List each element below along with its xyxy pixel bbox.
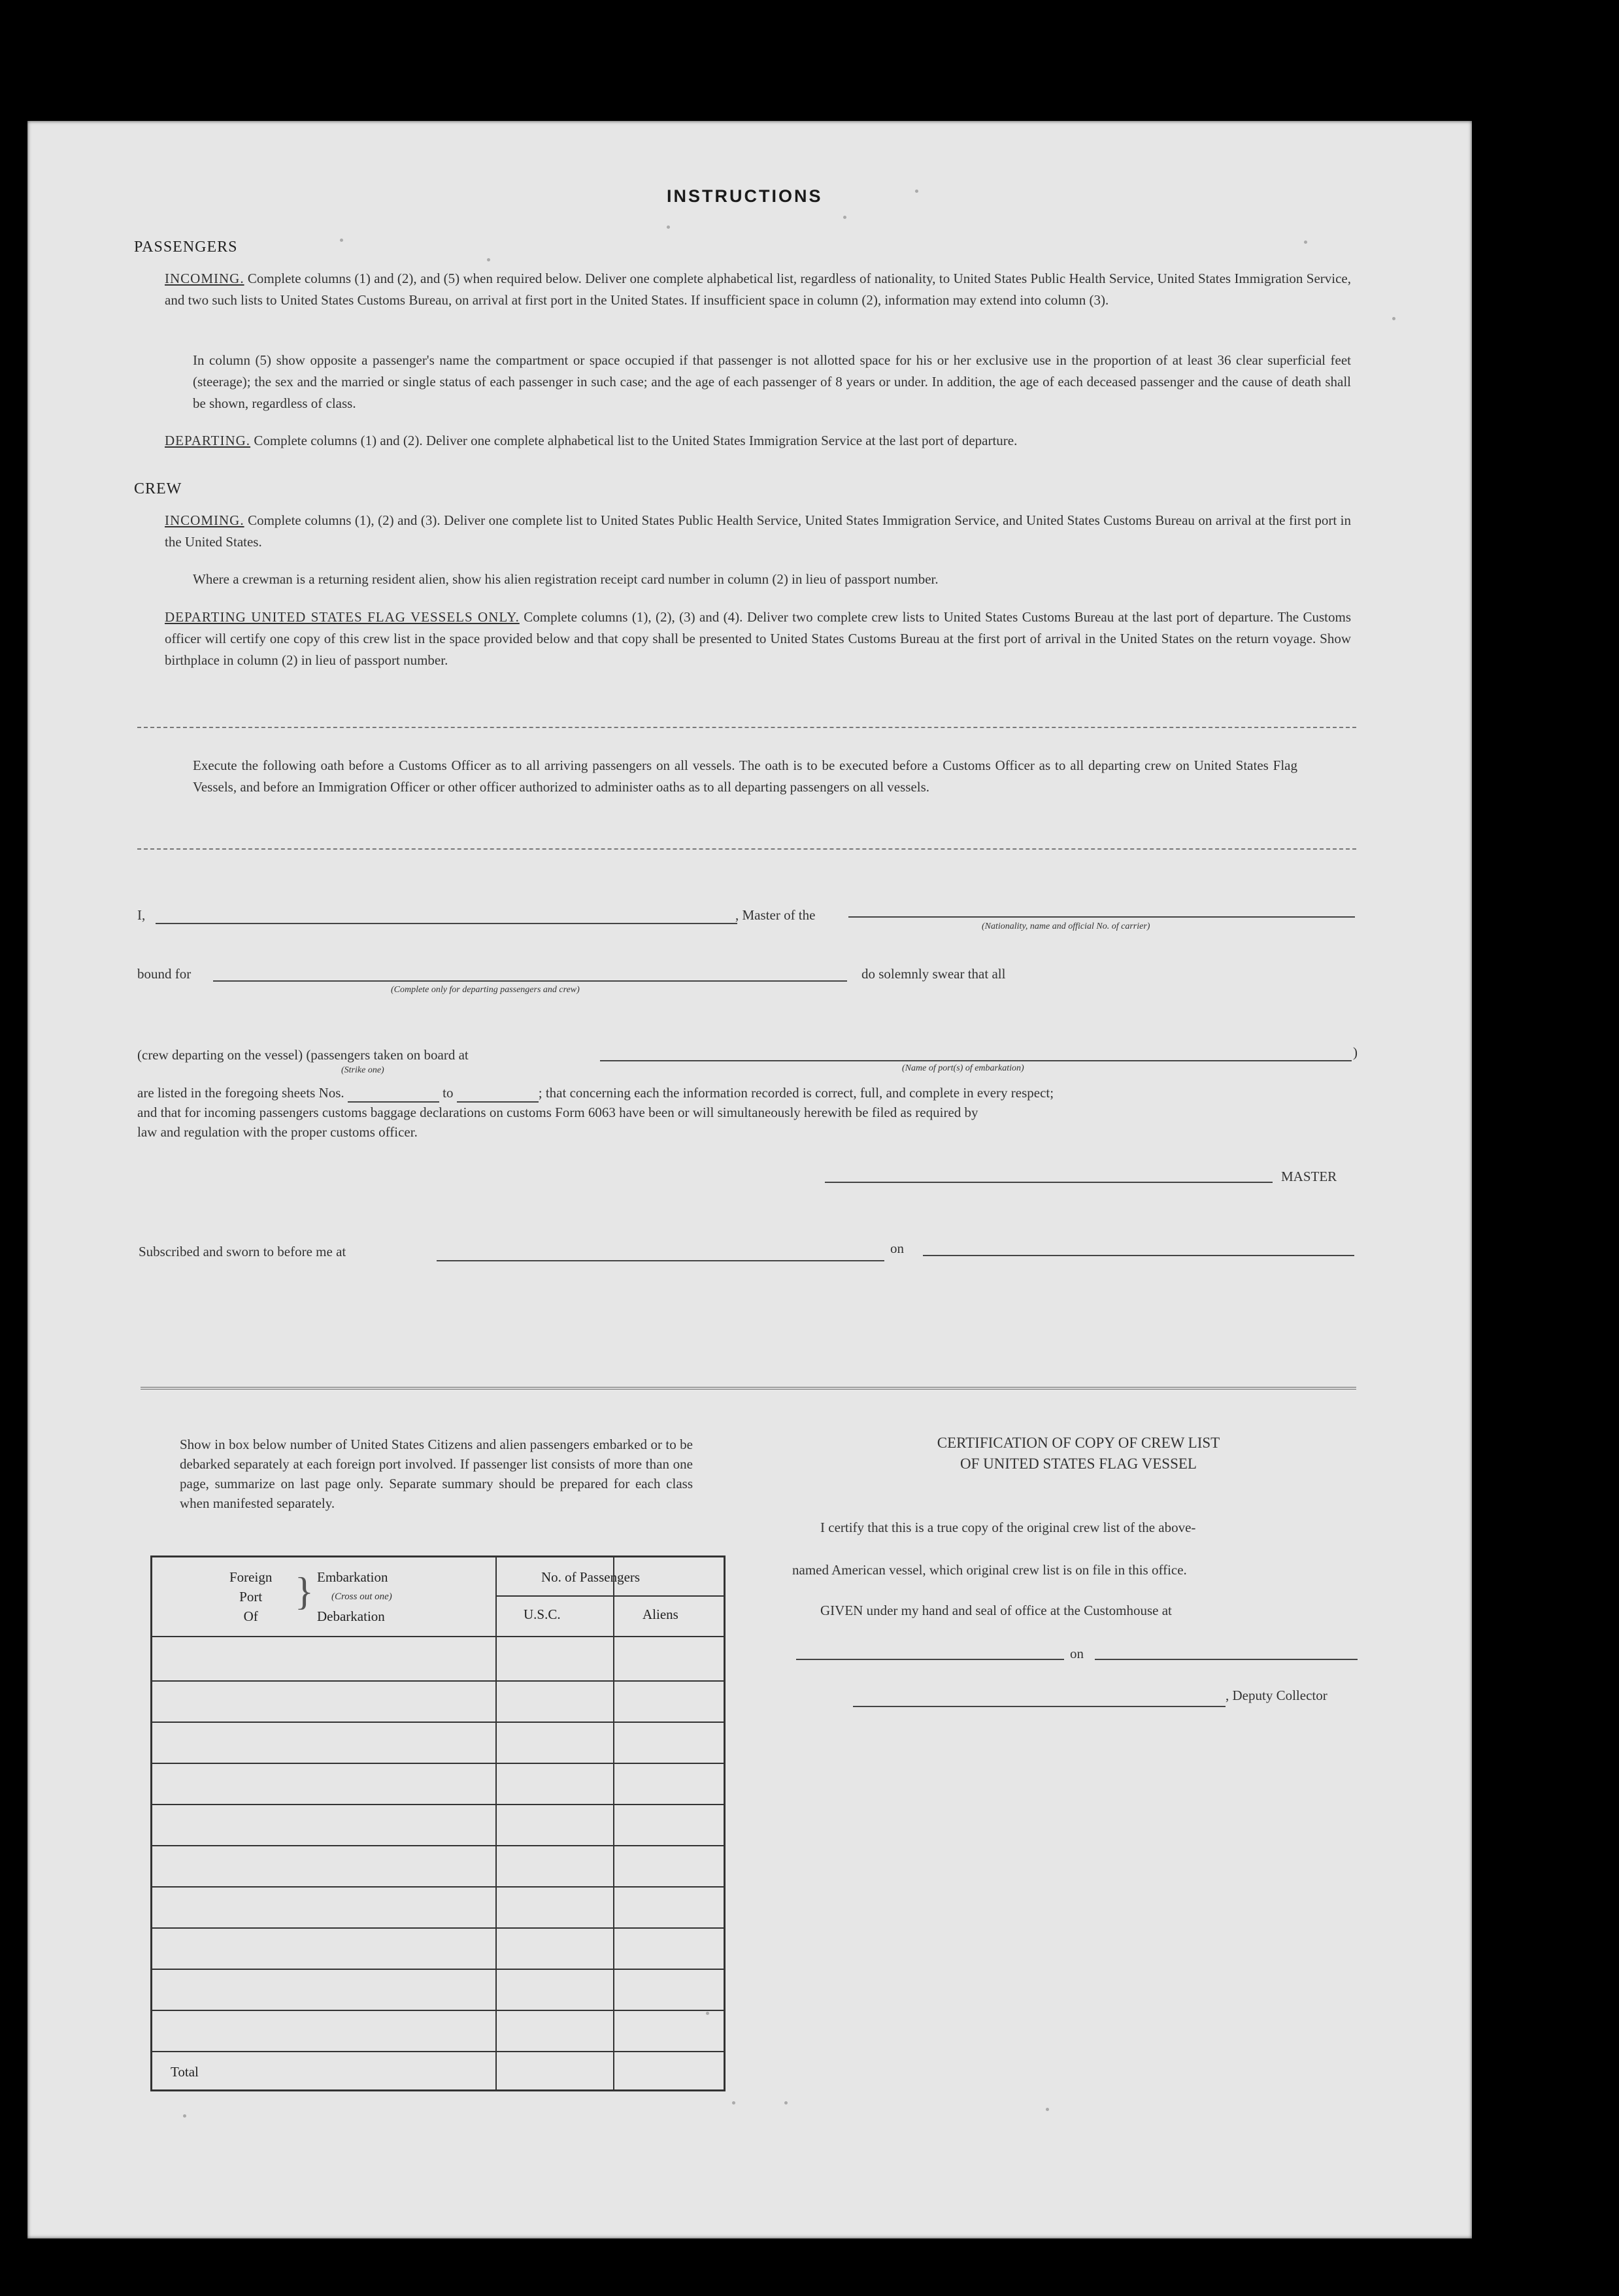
crew-incoming-lead: INCOMING. — [165, 512, 244, 528]
brace-icon: } — [295, 1570, 314, 1613]
table-row[interactable] — [152, 2051, 724, 2052]
scan-speck — [1046, 2108, 1049, 2111]
subscribed-date-field[interactable] — [923, 1255, 1354, 1256]
table-row[interactable] — [152, 1804, 724, 1805]
table-row[interactable] — [152, 1886, 724, 1888]
scan-speck — [915, 190, 918, 193]
divider-3 — [141, 1387, 1356, 1389]
certify-date-field[interactable] — [1095, 1659, 1358, 1660]
table-row[interactable] — [152, 1845, 724, 1846]
crew-departing-label: (crew departing on the vessel) (passengers taken on board at — [137, 1047, 469, 1063]
certification-title-1: CERTIFICATION OF COPY OF CREW LIST — [937, 1435, 1220, 1451]
divider-2 — [137, 848, 1356, 850]
passengers-heading: PASSENGERS — [134, 239, 238, 256]
crew-departing-text: Complete columns (1), (2), (3) and (4). Deliver two complete crew lists to United States Customs Bureau at the last port of departure. The Customs officer will certify one copy of this crew list in the space provided below and that copy shall be presented to United States Customs Bureau at the first port of arrival in the United States on the return voyage. Show birthplace in column (2) in lieu of passport number. — [165, 609, 1352, 668]
scan-speck — [706, 2012, 709, 2015]
passengers-incoming-lead: INCOMING. — [165, 271, 244, 286]
embarkation-label: Embarkation — [317, 1569, 388, 1585]
table-row[interactable] — [152, 1969, 724, 1970]
carrier-field[interactable] — [848, 916, 1355, 918]
scan-speck — [1392, 317, 1395, 320]
passengers-column5-note: In column (5) show opposite a passenger's name the compartment or space occupied if that passenger is not allotted space for his or her exclusive use in the proportion of at least 36 clear superficial feet (steerage); the sex and the married or single status of each passenger in such case; and the age of each passenger of 8 years or under. In addition, the age of each deceased passenger and the cause of death shall be shown, regardless of class. — [193, 352, 1351, 411]
crew-departing-lead: DEPARTING UNITED STATES FLAG VESSELS ONLY. — [165, 609, 520, 625]
table-row[interactable] — [152, 1680, 724, 1682]
embark-debark-header — [317, 1567, 392, 1626]
summary-text: Show in box below number of United States Citizens and alien passengers embarked or to be debarked separately at each foreign port involved. If passenger list consists of more than one page, summarize on last page only. Separate summary should be prepared for each class when manifested separately. — [180, 1437, 693, 1511]
master-name-field[interactable] — [156, 923, 737, 924]
of-label: Of — [243, 1608, 258, 1624]
crew-incoming-text: Complete columns (1), (2) and (3). Deliver one complete list to United States Public Health Service, United States Immigration Service, and United States Customs Bureau on arrival at the first port in the United States. — [165, 512, 1351, 550]
scan-speck — [667, 225, 670, 229]
port-note: (Name of port(s) of embarkation) — [902, 1063, 1024, 1073]
subscribed-label: Subscribed and sworn to before me at — [139, 1244, 346, 1259]
subscribed-place-field[interactable] — [437, 1260, 884, 1261]
oath-i-label: I, — [137, 907, 146, 923]
passengers-departing-lead: DEPARTING. — [165, 433, 251, 448]
listed-label-2: ; that concerning each the information recorded is correct, full, and complete in every respect; — [538, 1085, 1054, 1101]
instructions-title: INSTRUCTIONS — [667, 186, 823, 206]
certification-title-2: OF UNITED STATES FLAG VESSEL — [960, 1456, 1197, 1472]
passenger-summary-table — [150, 1556, 726, 2091]
sheet-to-field[interactable] — [457, 1085, 539, 1103]
certify-on-label: on — [1070, 1646, 1084, 1661]
header-split-line — [495, 1595, 724, 1597]
departing-note: (Complete only for departing passengers and crew) — [391, 985, 580, 995]
table-row[interactable] — [152, 2010, 724, 2011]
crew-incoming — [165, 510, 1351, 553]
strike-one-note: (Strike one) — [341, 1065, 384, 1075]
master-label: MASTER — [1281, 1169, 1337, 1184]
master-of-the-label: , Master of the — [735, 907, 816, 923]
table-row[interactable] — [152, 1927, 724, 1929]
scan-speck — [487, 258, 490, 261]
master-signature-field[interactable] — [825, 1182, 1273, 1183]
certify-line-3: GIVEN under my hand and seal of office at the Customhouse at — [820, 1603, 1172, 1618]
bound-for-field[interactable] — [213, 980, 847, 982]
scan-speck — [1304, 241, 1307, 244]
embarkation-port-field[interactable] — [600, 1060, 1352, 1061]
scan-speck — [732, 2101, 735, 2105]
listed-line-1 — [137, 1085, 1353, 1103]
scan-speck — [843, 216, 846, 219]
total-label: Total — [171, 2064, 199, 2080]
scan-speck — [183, 2114, 186, 2118]
carrier-note: (Nationality, name and official No. of carrier) — [982, 922, 1150, 931]
certify-place-field[interactable] — [796, 1659, 1064, 1660]
passengers-incoming — [165, 268, 1351, 311]
deputy-collector-label: , Deputy Collector — [1226, 1688, 1327, 1703]
to-label: to — [442, 1085, 454, 1101]
listed-label-1: are listed in the foregoing sheets Nos. — [137, 1085, 344, 1101]
foreign-port-of-header — [229, 1567, 272, 1626]
crew-alien-note: Where a crewman is a returning resident alien, show his alien registration receipt card number in column (2) in lieu of passport number. — [193, 571, 939, 587]
close-paren: ) — [1353, 1044, 1358, 1060]
certify-line-2: named American vessel, which original crew list is on file in this office. — [792, 1562, 1187, 1578]
sheet-from-field[interactable] — [348, 1085, 439, 1103]
certify-line-1: I certify that this is a true copy of the original crew list of the above- — [820, 1520, 1196, 1535]
scan-speck — [784, 2101, 788, 2105]
bound-for-label: bound for — [137, 966, 192, 982]
deputy-signature-field[interactable] — [853, 1706, 1226, 1707]
passengers-incoming-text: Complete columns (1) and (2), and (5) when required below. Deliver one complete alphabetical list, regardless of nationality, to United States Public Health Service, United States Immigration Service, and two such lists to United States Customs Bureau, on arrival at first port in the United States. If insufficient space in column (2), information may extend into column (3). — [165, 271, 1351, 308]
usc-header: U.S.C. — [524, 1606, 561, 1622]
crew-departing — [165, 607, 1351, 671]
foreign-label: Foreign — [229, 1569, 273, 1585]
subscribed-on-label: on — [890, 1240, 904, 1256]
debarkation-label: Debarkation — [317, 1608, 385, 1624]
passengers-departing-text: Complete columns (1) and (2). Deliver one complete alphabetical list to the United States Immigration Service at the last port of departure. — [254, 433, 1018, 448]
certification-title — [882, 1433, 1275, 1474]
scan-speck — [340, 239, 343, 242]
no-passengers-header: No. of Passengers — [541, 1569, 641, 1585]
table-row[interactable] — [152, 1763, 724, 1764]
oath-intro: Execute the following oath before a Customs Officer as to all arriving passengers on all vessels. The oath is to be executed before a Customs Officer as to all departing crew on United States Flag Vessels, and before an Immigration Officer or other officer authorized to administer oaths as to all departing passengers on all vessels. — [193, 757, 1297, 795]
passengers-departing — [165, 430, 1351, 452]
cross-out-note: (Cross out one) — [331, 1591, 392, 1602]
port-label: Port — [239, 1589, 263, 1605]
table-row[interactable] — [152, 1722, 724, 1723]
listed-line-4: law and regulation with the proper customs officer. — [137, 1124, 418, 1140]
aliens-header: Aliens — [643, 1606, 678, 1622]
listed-line-3: and that for incoming passengers customs baggage declarations on customs Form 6063 have been or will simultaneously herewith be filed as required by — [137, 1105, 978, 1120]
table-row[interactable] — [152, 1636, 724, 1637]
swear-label: do solemnly swear that all — [861, 966, 1006, 982]
divider-1 — [137, 727, 1356, 728]
crew-heading: CREW — [134, 480, 182, 497]
